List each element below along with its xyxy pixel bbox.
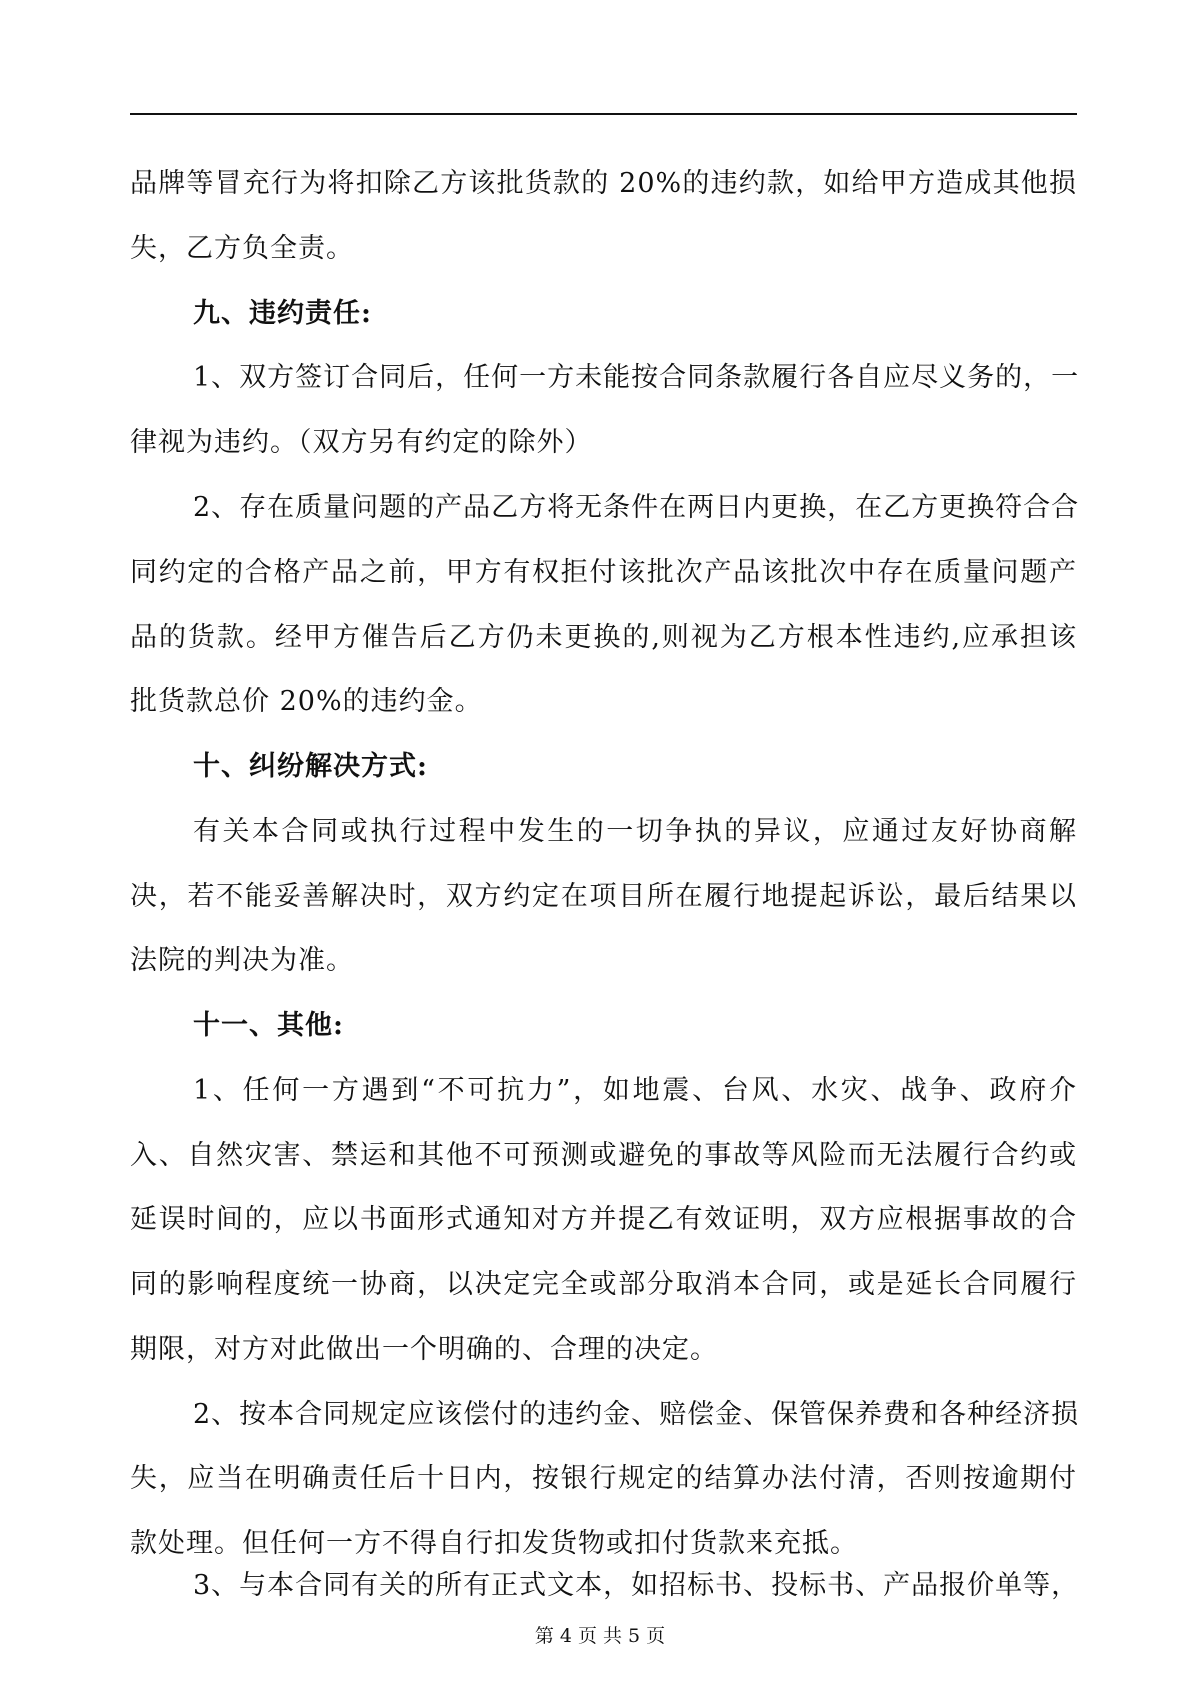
body-line: 2、按本合同规定应该偿付的违约金、赔偿金、保管保养费和各种经济损 xyxy=(193,1399,1080,1430)
body-line: 期限，对方对此做出一个明确的、合理的决定。 xyxy=(130,1334,718,1365)
body-line: 同的影响程度统一协商，以决定完全或部分取消本合同，或是延长合同履行 xyxy=(130,1269,1077,1300)
body-line: 2、存在质量问题的产品乙方将无条件在两日内更换，在乙方更换符合合 xyxy=(193,492,1080,523)
page-footer: 第 4 页 共 5 页 xyxy=(534,1625,666,1647)
section-heading-breach: 九、违约责任: xyxy=(193,298,372,329)
section-heading-other: 十一、其他: xyxy=(193,1010,344,1041)
body-line: 品的货款。经甲方催告后乙方仍未更换的,则视为乙方根本性违约,应承担该 xyxy=(130,622,1077,653)
body-line: 3、与本合同有关的所有正式文本，如招标书、投标书、产品报价单等， xyxy=(193,1570,1080,1601)
body-line: 律视为违约。（双方另有约定的除外） xyxy=(130,427,593,458)
body-line: 品牌等冒充行为将扣除乙方该批货款的 20%的违约款，如给甲方造成其他损 xyxy=(130,168,1077,199)
body-line: 有关本合同或执行过程中发生的一切争执的异议，应通过友好协商解 xyxy=(193,816,1077,847)
body-line: 失，乙方负全责。 xyxy=(130,233,354,264)
body-line: 决，若不能妥善解决时，双方约定在项目所在履行地提起诉讼，最后结果以 xyxy=(130,881,1077,912)
body-line: 款处理。但任何一方不得自行扣发货物或扣付货款来充抵。 xyxy=(130,1528,858,1559)
body-line: 1、双方签订合同后，任何一方未能按合同条款履行各自应尽义务的，一 xyxy=(193,362,1080,393)
section-heading-dispute: 十、纠纷解决方式: xyxy=(193,751,428,782)
body-line: 批货款总价 20%的违约金。 xyxy=(130,686,483,717)
body-line: 同约定的合格产品之前，甲方有权拒付该批次产品该批次中存在质量问题产 xyxy=(130,557,1077,588)
body-line: 1、任何一方遇到“不可抗力”，如地震、台风、水灾、战争、政府介 xyxy=(193,1075,1077,1106)
body-line: 失，应当在明确责任后十日内，按银行规定的结算办法付清，否则按逾期付 xyxy=(130,1463,1077,1494)
header-rule xyxy=(130,113,1077,115)
body-line: 入、自然灾害、禁运和其他不可预测或避免的事故等风险而无法履行合约或 xyxy=(130,1140,1077,1171)
body-line: 法院的判决为准。 xyxy=(130,945,354,976)
body-line: 延误时间的，应以书面形式通知对方并提乙有效证明，双方应根据事故的合 xyxy=(130,1204,1077,1235)
